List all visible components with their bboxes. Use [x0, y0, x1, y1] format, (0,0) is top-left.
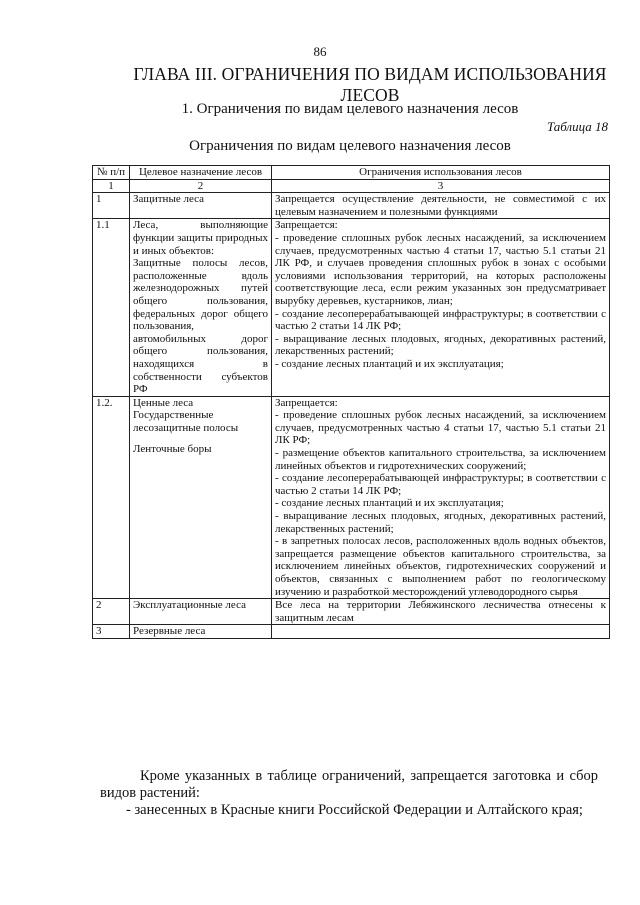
column-number-3: 3 [272, 179, 610, 193]
table-row [93, 625, 610, 639]
section-title: 1. Ограничения по видам целевого назначения лесов [181, 101, 519, 117]
purpose-subtype: Защитные полосы лесов, расположенные вдоль железнодорожных путей общего пользования, федеральных дорог общего пользования, автомобильных дорог общего пользования, находящихся в собственности субъектов РФ [133, 257, 268, 396]
chapter-title: ГЛАВА III. ОГРАНИЧЕНИЯ ПО ВИДАМ ИСПОЛЬЗОВАНИЯ ЛЕСОВ [133, 64, 607, 105]
row-number: 1.1 [93, 219, 130, 396]
restriction-item: - создание лесоперерабатывающей инфраструктуры; в соответствии с частью 2 статьи 14 ЛК РФ; [275, 472, 606, 497]
table-header-row [93, 166, 610, 180]
purpose-subtype: Ленточные боры [133, 443, 212, 456]
row-purpose [130, 219, 272, 396]
table-column-numbers-row [93, 179, 610, 193]
row-purpose [130, 396, 272, 599]
row-number: 2 [93, 599, 130, 625]
restriction-item: - выращивание лесных плодовых, ягодных, декоративных растений, лекарственных растений; [275, 332, 606, 358]
table-row [93, 193, 610, 219]
row-restriction [272, 625, 610, 639]
spacer [133, 434, 268, 443]
table-row [93, 219, 610, 396]
column-number-2: 2 [130, 179, 272, 193]
restriction-intro: Запрещается: [275, 219, 338, 232]
restriction-item: - создание лесоперерабатывающей инфраструктуры; в соответствии с частью 2 статьи 14 ЛК РФ; [275, 307, 606, 333]
purpose-subtype: Государственные лесозащитные полосы [133, 409, 239, 434]
row-restriction [272, 396, 610, 599]
page-number: 86 [313, 44, 327, 59]
row-purpose: Резервные леса [130, 625, 272, 639]
table-title: Ограничения по видам целевого назначения лесов [189, 138, 511, 154]
row-number: 3 [93, 625, 130, 639]
header-number: № п/п [93, 166, 130, 180]
table-row [93, 599, 610, 625]
purpose-group-title: Ценные леса [133, 396, 194, 409]
table-number: Таблица 18 [546, 119, 608, 134]
row-purpose: Эксплуатационные леса [130, 599, 272, 625]
restriction-item: - выращивание лесных плодовых, ягодных, декоративных растений, лекарственных растений; [275, 510, 606, 535]
restriction-item: - проведение сплошных рубок лесных насаждений, за исключением случаев, предусмотренных частью 4 статьи 17, частью 5.1 статьи 21 ЛК РФ; [275, 409, 606, 447]
table-row [93, 396, 610, 599]
restriction-item: - размещение объектов капитального строительства, за исключением линейных объектов и гидротехнических сооружений; [275, 447, 606, 472]
column-number-1: 1 [93, 179, 130, 193]
body-paragraph: Кроме указанных в таблице ограничений, запрещается заготовка и сбор видов растений: [100, 768, 598, 801]
restrictions-table [92, 165, 610, 639]
restriction-item: - проведение сплошных рубок лесных насаждений, за исключением случаев, предусмотренных частью 4 статьи 17, частью 5.1 статьи 21 ЛК РФ, и случаев проведения сплошных рубок в зонах с особыми условиями использования территорий, на которых расположены соответствующие леса, если режим указанных зон предусматривает вырубку деревьев, кустарников, лиан; [275, 231, 606, 307]
row-restriction: Запрещается осуществление деятельности, не совместимой с их целевым назначением и полезными функциями [272, 193, 610, 219]
header-restrictions: Ограничения использования лесов [272, 166, 610, 180]
row-purpose: Защитные леса [130, 193, 272, 219]
restriction-item: - создание лесных плантаций и их эксплуатация; [275, 497, 504, 510]
restriction-item: - создание лесных плантаций и их эксплуатация; [275, 357, 504, 370]
body-list-item: - занесенных в Красные книги Российской Федерации и Алтайского края; [126, 802, 583, 818]
restriction-item: - в запретных полосах лесов, расположенных вдоль водных объектов, запрещается размещение объектов капитального строительства, за исключением линейных объектов, гидротехнических сооружений и объектов, связанных с выполнением работ по геологическому изучению и разработкой месторождений углеводородного сырья [275, 535, 606, 598]
row-restriction: Все леса на территории Лебяжинского лесничества отнесены к защитным лесам [272, 599, 610, 625]
purpose-group-title: Леса, выполняющие функции защиты природных и иных объектов: [133, 219, 268, 257]
row-number: 1 [93, 193, 130, 219]
row-restriction [272, 219, 610, 396]
row-number: 1.2. [93, 396, 130, 599]
restriction-intro: Запрещается: [275, 396, 338, 409]
header-purpose: Целевое назначение лесов [130, 166, 272, 180]
